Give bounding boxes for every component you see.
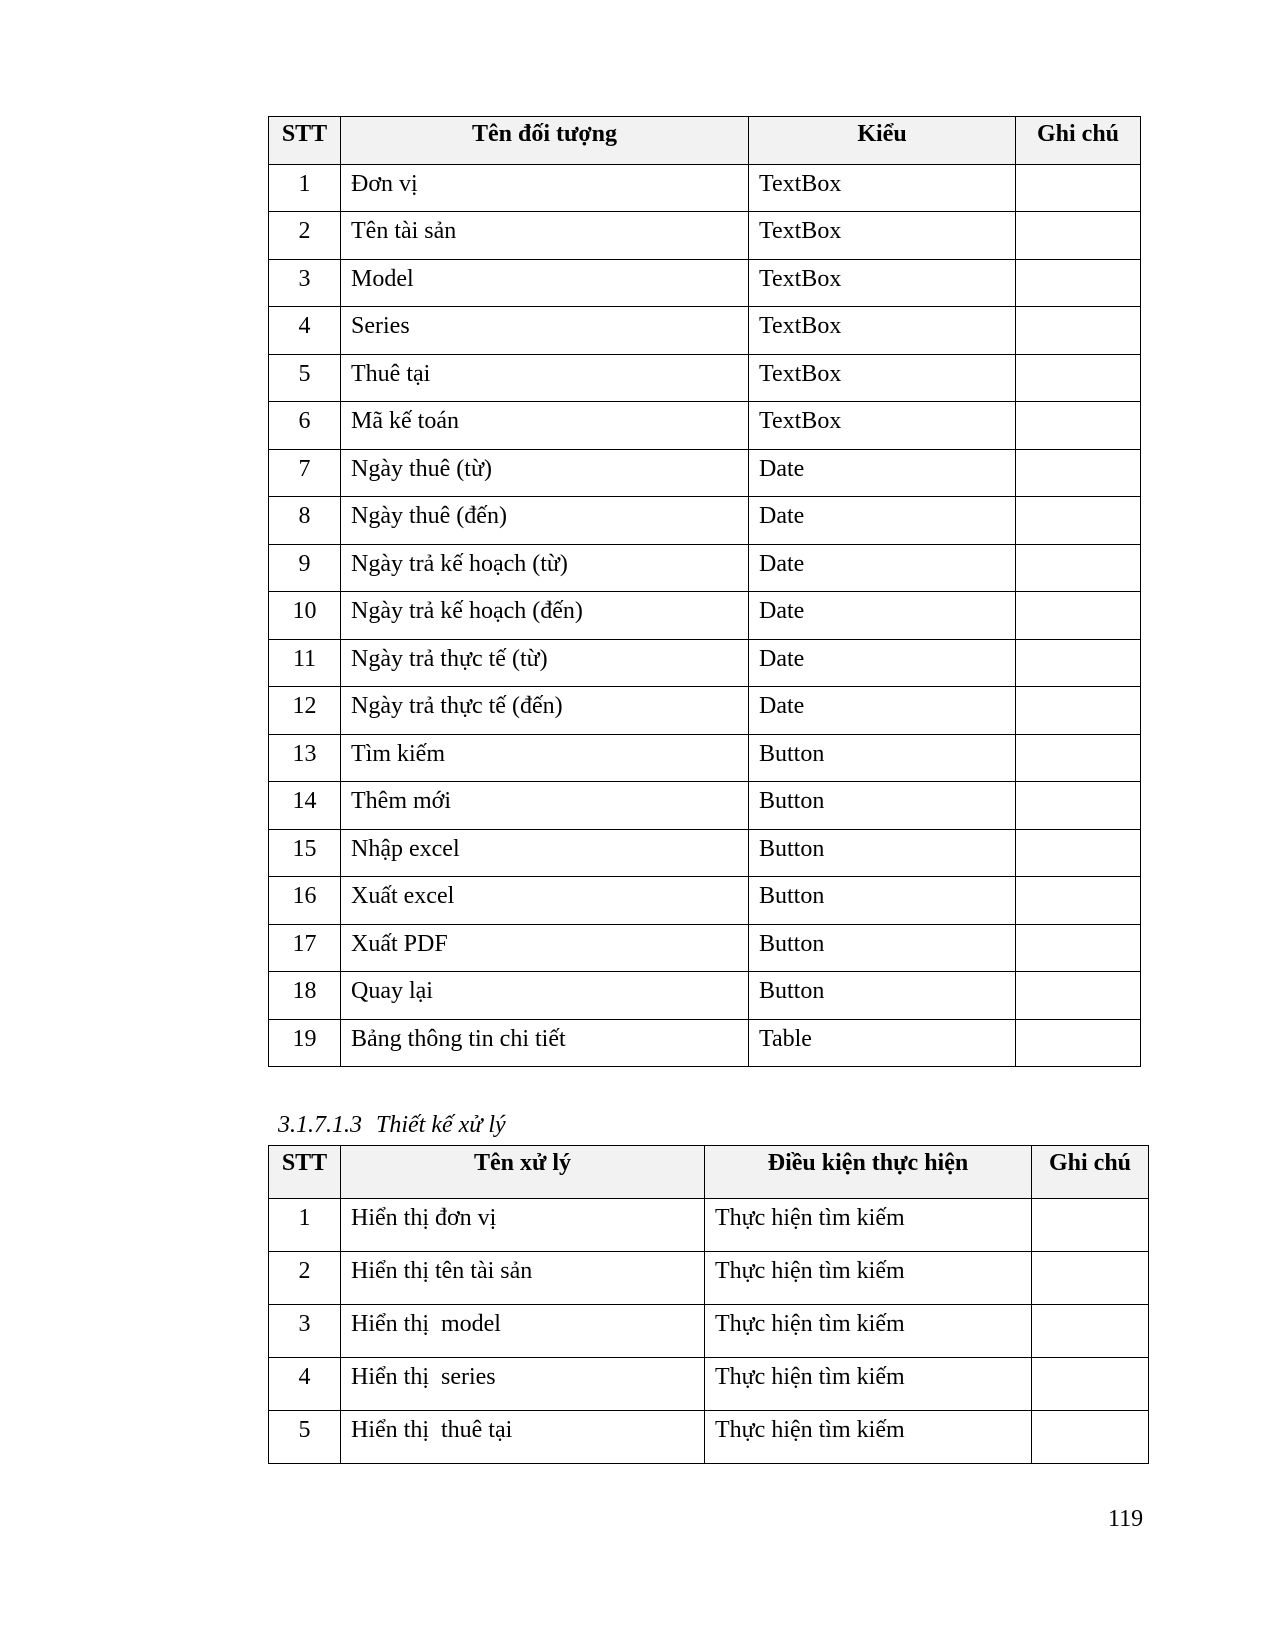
row-type: TextBox xyxy=(749,259,1016,307)
table-row xyxy=(269,354,1141,402)
row-object-name: Model xyxy=(341,259,749,307)
row-object-name: Ngày trả thực tế (đến) xyxy=(341,687,749,735)
row-note xyxy=(1016,829,1141,877)
row-note xyxy=(1032,1358,1149,1411)
section-heading xyxy=(278,1113,506,1137)
row-stt: 3 xyxy=(269,259,341,307)
table-row xyxy=(269,307,1141,355)
row-object-name: Thêm mới xyxy=(341,782,749,830)
row-condition: Thực hiện tìm kiếm xyxy=(705,1199,1032,1252)
row-note xyxy=(1016,212,1141,260)
row-object-name: Xuất excel xyxy=(341,877,749,925)
row-type: Date xyxy=(749,687,1016,735)
row-stt: 16 xyxy=(269,877,341,925)
row-note xyxy=(1016,354,1141,402)
row-type: TextBox xyxy=(749,307,1016,355)
row-object-name: Tên tài sản xyxy=(341,212,749,260)
row-object-name: Ngày trả kế hoạch (từ) xyxy=(341,544,749,592)
table-row xyxy=(269,212,1141,260)
row-object-name: Bảng thông tin chi tiết xyxy=(341,1019,749,1067)
row-note xyxy=(1016,877,1141,925)
row-process-name: Hiển thị tên tài sản xyxy=(341,1252,705,1305)
header-type: Kiểu xyxy=(749,117,1016,165)
table-header-row xyxy=(269,117,1141,165)
row-condition: Thực hiện tìm kiếm xyxy=(705,1305,1032,1358)
table-row xyxy=(269,1199,1149,1252)
row-condition: Thực hiện tìm kiếm xyxy=(705,1411,1032,1464)
row-note xyxy=(1016,307,1141,355)
page-number: 119 xyxy=(1108,1506,1144,1532)
row-stt: 1 xyxy=(269,1199,341,1252)
row-process-name: Hiển thị thuê tại xyxy=(341,1411,705,1464)
row-stt: 5 xyxy=(269,354,341,402)
table-row xyxy=(269,877,1141,925)
table-row xyxy=(269,1358,1149,1411)
row-note xyxy=(1016,924,1141,972)
row-stt: 14 xyxy=(269,782,341,830)
row-note xyxy=(1016,402,1141,450)
row-object-name: Quay lại xyxy=(341,972,749,1020)
table-row xyxy=(269,829,1141,877)
row-note xyxy=(1016,687,1141,735)
row-stt: 7 xyxy=(269,449,341,497)
row-stt: 17 xyxy=(269,924,341,972)
row-note xyxy=(1016,592,1141,640)
row-condition: Thực hiện tìm kiếm xyxy=(705,1358,1032,1411)
row-object-name: Ngày thuê (đến) xyxy=(341,497,749,545)
table-row xyxy=(269,449,1141,497)
process-table xyxy=(268,1145,1149,1464)
table-row xyxy=(269,639,1141,687)
table-row xyxy=(269,592,1141,640)
row-condition: Thực hiện tìm kiếm xyxy=(705,1252,1032,1305)
row-note xyxy=(1016,497,1141,545)
row-process-name: Hiển thị model xyxy=(341,1305,705,1358)
row-stt: 8 xyxy=(269,497,341,545)
section-number: 3.1.7.1.3 xyxy=(278,1112,362,1138)
table-row xyxy=(269,544,1141,592)
row-stt: 18 xyxy=(269,972,341,1020)
row-stt: 5 xyxy=(269,1411,341,1464)
table-row xyxy=(269,402,1141,450)
row-object-name: Đơn vị xyxy=(341,164,749,212)
row-stt: 10 xyxy=(269,592,341,640)
row-stt: 11 xyxy=(269,639,341,687)
row-type: TextBox xyxy=(749,164,1016,212)
header-process-name: Tên xử lý xyxy=(341,1146,705,1199)
row-stt: 2 xyxy=(269,212,341,260)
row-type: Date xyxy=(749,497,1016,545)
row-type: Button xyxy=(749,877,1016,925)
header-condition: Điều kiện thực hiện xyxy=(705,1146,1032,1199)
row-type: Date xyxy=(749,544,1016,592)
row-type: TextBox xyxy=(749,402,1016,450)
table-row xyxy=(269,1411,1149,1464)
row-stt: 6 xyxy=(269,402,341,450)
table-row xyxy=(269,734,1141,782)
row-object-name: Mã kế toán xyxy=(341,402,749,450)
table-row xyxy=(269,782,1141,830)
table-row xyxy=(269,924,1141,972)
table-row xyxy=(269,497,1141,545)
row-object-name: Tìm kiếm xyxy=(341,734,749,782)
row-note xyxy=(1016,782,1141,830)
row-note xyxy=(1032,1305,1149,1358)
objects-table xyxy=(268,116,1141,1067)
row-type: Date xyxy=(749,592,1016,640)
row-type: Button xyxy=(749,924,1016,972)
row-stt: 12 xyxy=(269,687,341,735)
section-title: Thiết kế xử lý xyxy=(376,1112,506,1138)
row-type: TextBox xyxy=(749,354,1016,402)
row-stt: 19 xyxy=(269,1019,341,1067)
row-note xyxy=(1016,1019,1141,1067)
row-note xyxy=(1016,164,1141,212)
header-object-name: Tên đối tượng xyxy=(341,117,749,165)
row-type: Table xyxy=(749,1019,1016,1067)
row-stt: 1 xyxy=(269,164,341,212)
table-row xyxy=(269,1019,1141,1067)
row-note xyxy=(1032,1252,1149,1305)
table-row xyxy=(269,259,1141,307)
row-stt: 2 xyxy=(269,1252,341,1305)
table-header-row xyxy=(269,1146,1149,1199)
header-note: Ghi chú xyxy=(1032,1146,1149,1199)
row-type: Button xyxy=(749,734,1016,782)
row-stt: 13 xyxy=(269,734,341,782)
row-object-name: Thuê tại xyxy=(341,354,749,402)
row-stt: 15 xyxy=(269,829,341,877)
table-row xyxy=(269,1305,1149,1358)
row-process-name: Hiển thị đơn vị xyxy=(341,1199,705,1252)
table-row xyxy=(269,972,1141,1020)
row-object-name: Ngày trả kế hoạch (đến) xyxy=(341,592,749,640)
row-object-name: Nhập excel xyxy=(341,829,749,877)
row-type: Button xyxy=(749,829,1016,877)
row-note xyxy=(1016,449,1141,497)
row-note xyxy=(1032,1199,1149,1252)
row-type: TextBox xyxy=(749,212,1016,260)
header-note: Ghi chú xyxy=(1016,117,1141,165)
header-stt: STT xyxy=(269,1146,341,1199)
table-row xyxy=(269,1252,1149,1305)
row-note xyxy=(1016,972,1141,1020)
header-stt: STT xyxy=(269,117,341,165)
row-note xyxy=(1016,259,1141,307)
row-stt: 4 xyxy=(269,307,341,355)
row-type: Button xyxy=(749,972,1016,1020)
row-type: Date xyxy=(749,449,1016,497)
row-stt: 3 xyxy=(269,1305,341,1358)
table-row xyxy=(269,164,1141,212)
row-stt: 9 xyxy=(269,544,341,592)
table-row xyxy=(269,687,1141,735)
row-type: Button xyxy=(749,782,1016,830)
row-object-name: Xuất PDF xyxy=(341,924,749,972)
row-note xyxy=(1032,1411,1149,1464)
row-object-name: Ngày trả thực tế (từ) xyxy=(341,639,749,687)
row-process-name: Hiển thị series xyxy=(341,1358,705,1411)
row-object-name: Ngày thuê (từ) xyxy=(341,449,749,497)
row-stt: 4 xyxy=(269,1358,341,1411)
row-note xyxy=(1016,734,1141,782)
row-note xyxy=(1016,544,1141,592)
row-note xyxy=(1016,639,1141,687)
row-object-name: Series xyxy=(341,307,749,355)
row-type: Date xyxy=(749,639,1016,687)
